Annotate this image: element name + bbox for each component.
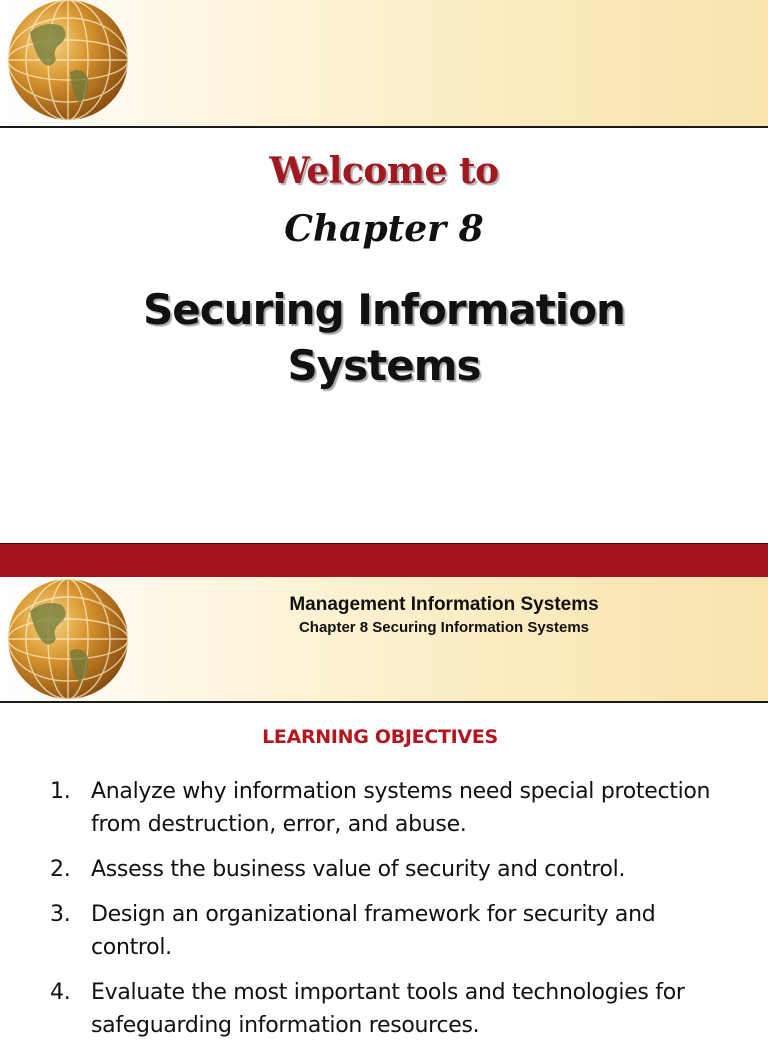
objectives-list [50, 775, 730, 1054]
welcome-heading: Welcome to [269, 150, 499, 192]
top-divider [0, 126, 768, 128]
slide-title-line1: Securing Information [143, 285, 625, 334]
slide-title-line2: Systems [287, 341, 481, 390]
objective-text: Assess the business value of security and control. [91, 857, 626, 882]
objective-item [50, 898, 730, 964]
objective-item [50, 853, 730, 886]
chapter-subtitle: Chapter 8 Securing Information Systems [298, 619, 590, 636]
chapter-heading: Chapter 8 [284, 208, 484, 250]
header-divider [0, 701, 768, 703]
objective-text: Evaluate the most important tools and technologies for safeguarding information resources. [91, 980, 685, 1038]
globe-icon [0, 0, 140, 132]
objective-number: 1. [50, 779, 71, 804]
course-title: Management Information Systems [289, 594, 599, 615]
objective-text: Design an organizational framework for security and control. [91, 902, 656, 960]
objective-number: 2. [50, 857, 71, 882]
objective-text: Analyze why information systems need special protection from destruction, error, and abuse. [91, 779, 711, 837]
objective-number: 3. [50, 902, 71, 927]
objectives-heading: LEARNING OBJECTIVES [262, 726, 498, 748]
globe-icon [0, 571, 140, 711]
objective-item [50, 775, 730, 841]
objective-number: 4. [50, 980, 71, 1005]
slide-title [0, 282, 768, 394]
top-banner [0, 0, 768, 127]
objective-item [50, 976, 730, 1042]
